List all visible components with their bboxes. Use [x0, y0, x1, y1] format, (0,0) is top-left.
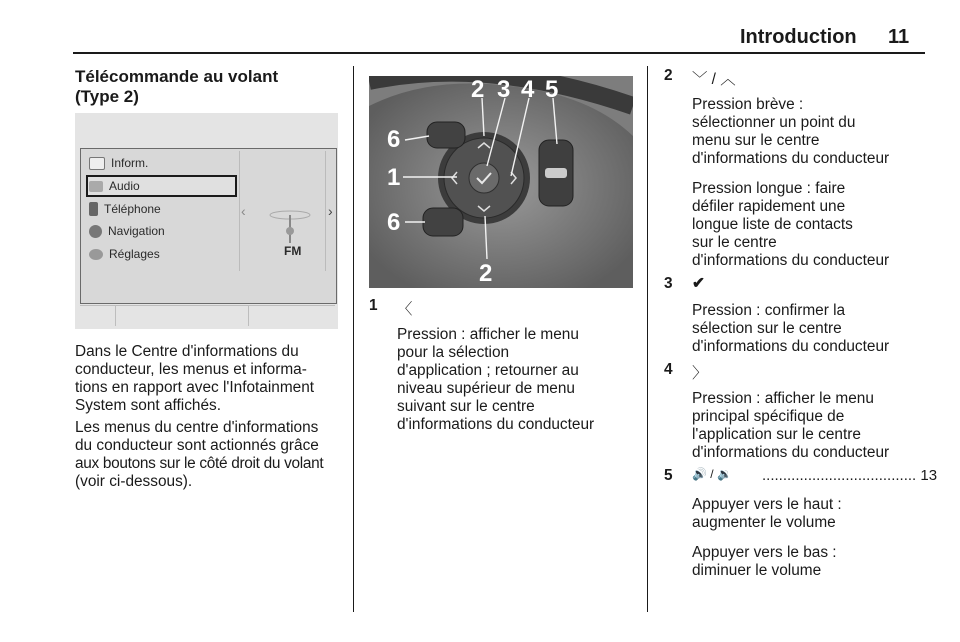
item-number: 3 [664, 275, 673, 292]
item-description [397, 326, 594, 434]
page-header-title: Introduction [740, 26, 857, 48]
text-line: aux boutons sur le côté droit du volant [75, 455, 324, 472]
paragraph-controls [75, 419, 323, 491]
menu-item-label: Navigation [108, 224, 165, 238]
text-line: longue liste de contacts [692, 216, 853, 233]
text-line: suivant sur le centre [397, 398, 535, 415]
text-line: Appuyer vers le haut : [692, 496, 842, 513]
text-line: Pression longue : faire [692, 180, 846, 197]
text-line: d'informations du conducteur [692, 150, 890, 167]
section-heading-line: (Type 2) [75, 87, 139, 106]
menu-item-label: Téléphone [104, 202, 161, 216]
section-heading-line: Télécommande au volant [75, 67, 279, 86]
text-line: Appuyer vers le bas : [692, 544, 837, 561]
callout-label: 2 [471, 76, 485, 103]
text-line: principal spécifique de [692, 408, 845, 425]
settings-gear-icon [89, 249, 103, 260]
text-line: menu sur le centre [692, 132, 820, 149]
item-description [692, 96, 889, 168]
text-line: sélection sur le centre [692, 320, 842, 337]
menu-item [89, 244, 160, 264]
menu-item-selected [89, 176, 140, 196]
text-line: sélectionner un point du [692, 114, 856, 131]
text-line: Dans le Centre d'informations du [75, 343, 299, 360]
text-line: pour la sélection [397, 344, 510, 361]
navigation-icon [89, 225, 102, 238]
chevron-right-icon: 〉 [692, 365, 708, 382]
menu-item-label: Réglages [109, 247, 160, 261]
item-number: 5 [664, 467, 673, 484]
text-line: Pression : afficher le menu [692, 390, 874, 407]
menu-item [89, 153, 148, 173]
item-number: 4 [664, 361, 673, 378]
menu-item-label: Inform. [111, 156, 149, 170]
chevron-down-up-icon: ﹀ / ︿ [692, 71, 736, 88]
text-line: défiler rapidement une [692, 198, 846, 215]
text-line: Pression : confirmer la [692, 302, 846, 319]
checkmark-icon: ✔ [692, 275, 705, 292]
callout-label: 3 [497, 76, 511, 103]
paragraph-intro [75, 343, 314, 415]
chevron-left-icon: 〈 [397, 301, 413, 318]
page-reference: ..................................... 13 [762, 467, 938, 484]
info-display-illustration [75, 113, 338, 329]
info-display-bottom-bar [80, 305, 335, 326]
steering-wheel-controls-photo [369, 76, 633, 288]
radio-source-label: FM [284, 244, 302, 258]
column-divider-left [353, 66, 354, 612]
text-line: niveau supérieur de menu [397, 380, 575, 397]
info-icon [89, 157, 105, 170]
section-heading [75, 67, 278, 107]
callout-label: 2 [479, 260, 493, 287]
column-divider-right [647, 66, 648, 612]
text-line: tions en rapport avec l'Infotainment [75, 379, 315, 396]
text-line: l'application sur le centre [692, 426, 861, 443]
phone-icon [89, 202, 98, 216]
item-description [692, 390, 889, 462]
info-display-panel [80, 148, 337, 304]
chevron-right-icon: › [328, 203, 333, 219]
callout-label: 1 [387, 164, 401, 191]
text-line: augmenter le volume [692, 514, 836, 531]
text-line: Pression : afficher le menu [397, 326, 579, 343]
text-line: diminuer le volume [692, 562, 822, 579]
audio-icon [89, 181, 103, 192]
text-line: (voir ci-dessous). [75, 473, 193, 490]
item-description [692, 496, 842, 532]
item-number: 2 [664, 67, 673, 84]
chevron-left-icon: ‹ [241, 203, 246, 219]
item-description [692, 302, 889, 356]
text-line: Pression brève : [692, 96, 804, 113]
callout-label: 6 [387, 209, 401, 236]
callout-label: 5 [545, 76, 559, 103]
page-number: 11 [888, 26, 910, 48]
menu-item-label: Audio [109, 179, 140, 193]
callout-label: 4 [521, 76, 535, 103]
text-line: Les menus du centre d'informations [75, 419, 319, 436]
text-line: System sont affichés. [75, 397, 221, 414]
menu-item [89, 199, 161, 219]
header-rule [73, 52, 925, 54]
item-description [692, 180, 889, 270]
menu-item [89, 221, 165, 241]
text-line: du conducteur sont actionnés grâce [75, 437, 319, 454]
text-line: d'informations du conducteur [692, 444, 890, 461]
text-line: d'informations du conducteur [692, 338, 890, 355]
item-description [692, 544, 837, 580]
text-line: d'application ; retourner au [397, 362, 579, 379]
item-number: 1 [369, 297, 378, 314]
text-line: sur le centre [692, 234, 777, 251]
volume-icon: 🔊 / 🔉 [692, 467, 732, 481]
text-line: conducteur, les menus et informa- [75, 361, 307, 378]
callout-label: 6 [387, 126, 401, 153]
text-line: d'informations du conducteur [397, 416, 595, 433]
radio-antenna-icon [266, 209, 314, 249]
text-line: d'informations du conducteur [692, 252, 890, 269]
